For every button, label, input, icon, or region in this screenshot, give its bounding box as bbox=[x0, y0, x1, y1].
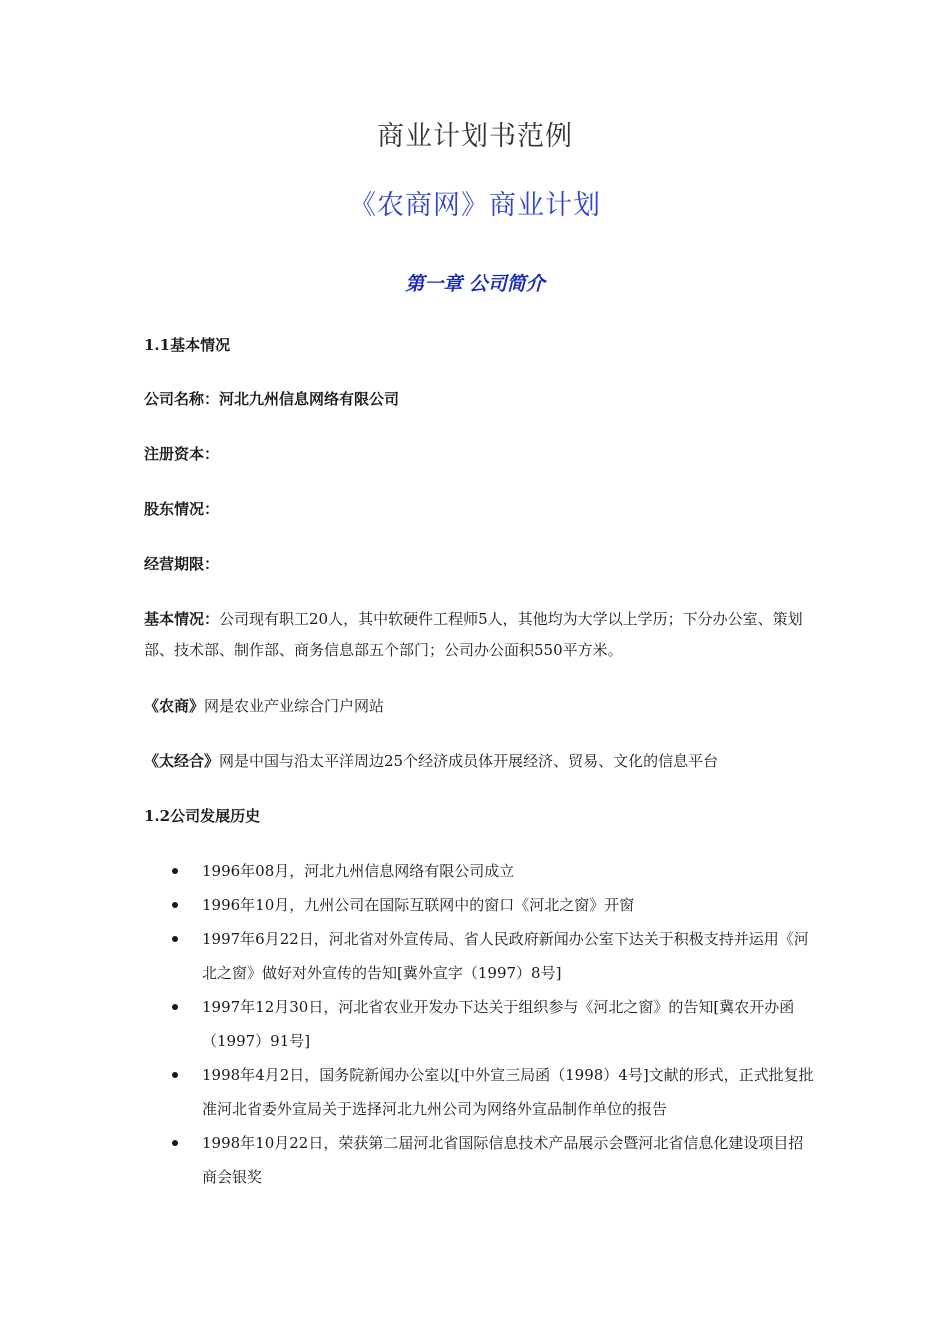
bullet-icon bbox=[172, 868, 178, 874]
document-title: 商业计划书范例 bbox=[377, 121, 573, 152]
list-item: 1996年08月，河北九州信息网络有限公司成立 bbox=[144, 854, 814, 888]
list-item: 1996年10月，九州公司在国际互联网中的窗口《河北之窗》开窗 bbox=[144, 888, 814, 922]
taijinghe-desc: 网是中国与沿太平洋周边25个经济成员体开展经济、贸易、文化的信息平台 bbox=[219, 752, 719, 770]
shareholders-label: 股东情况： bbox=[144, 500, 220, 518]
list-item: 1997年12月30日，河北省农业开发办下达关于组织参与《河北之窗》的告知[冀农开办函（1997）91号] bbox=[144, 990, 814, 1058]
basic-info-text: 公司现有职工20人，其中软硬件工程师5人，其他均为大学以上学历；下分办公室、策划部、技术部、制作部、商务信息部五个部门；公司办公面积550平方米。 bbox=[144, 610, 803, 659]
chapter-heading: 第一章 公司简介 bbox=[405, 273, 545, 295]
company-name-value: 河北九州信息网络有限公司 bbox=[219, 390, 400, 408]
basic-info-paragraph bbox=[144, 604, 814, 666]
bullet-icon bbox=[172, 1140, 178, 1146]
document-subtitle: 《农商网》商业计划 bbox=[349, 190, 601, 221]
list-item: 1998年10月22日，荣获第二届河北省国际信息技术产品展示会暨河北省信息化建设项目招商会银奖 bbox=[144, 1126, 814, 1194]
section-heading-basic-info: 1.1基本情况 bbox=[144, 336, 231, 354]
nongshang-line bbox=[144, 692, 814, 720]
taijinghe-line bbox=[144, 747, 814, 775]
bullet-icon bbox=[172, 936, 178, 942]
bullet-icon bbox=[172, 902, 178, 908]
nongshang-desc: 网是农业产业综合门户网站 bbox=[204, 697, 385, 715]
basic-info-label: 基本情况： bbox=[144, 610, 220, 628]
list-item: 1998年4月2日，国务院新闻办公室以[中外宣三局函（1998）4号]文献的形式，正式批复批准河北省委外宣局关于选择河北九州公司为网络外宣品制作单位的报告 bbox=[144, 1058, 814, 1126]
list-item: 1997年6月22日，河北省对外宣传局、省人民政府新闻办公室下达关于积极支持并运用《河北之窗》做好对外宣传的告知[冀外宣字（1997）8号] bbox=[144, 922, 814, 990]
taijinghe-name: 《太经合》 bbox=[144, 752, 220, 770]
section-heading-history: 1.2公司发展历史 bbox=[144, 807, 261, 825]
bullet-icon bbox=[172, 1072, 178, 1078]
registered-capital-label: 注册资本： bbox=[144, 445, 220, 463]
company-name-label: 公司名称： bbox=[144, 390, 220, 408]
company-name-line bbox=[144, 385, 814, 413]
nongshang-name: 《农商》 bbox=[144, 697, 205, 715]
bullet-icon bbox=[172, 1004, 178, 1010]
business-term-label: 经营期限： bbox=[144, 555, 220, 573]
history-list bbox=[144, 854, 814, 1194]
